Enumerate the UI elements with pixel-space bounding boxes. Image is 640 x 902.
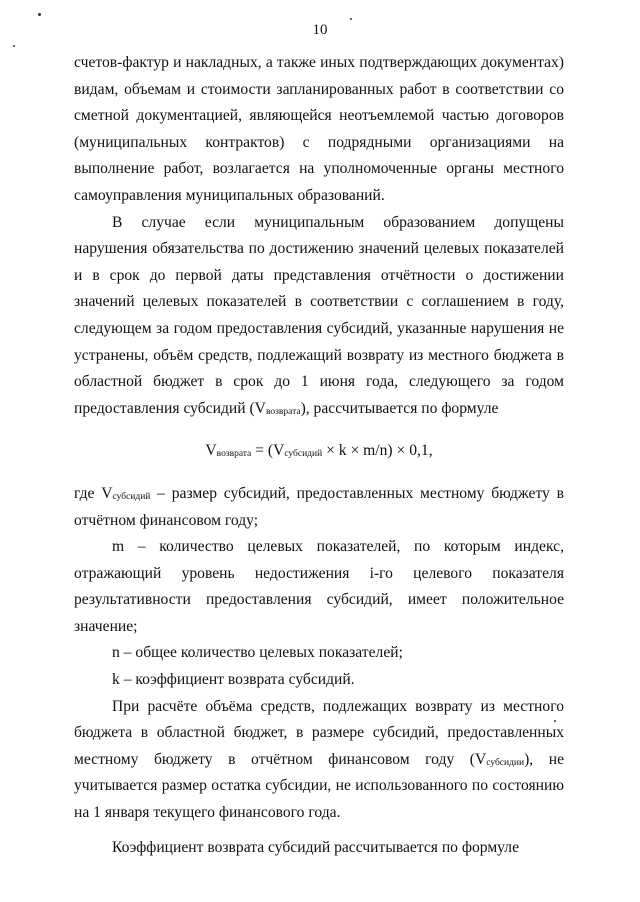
paragraph <box>74 694 564 827</box>
formula-text: = (V <box>251 442 285 460</box>
page-number: 10 <box>312 22 328 38</box>
paragraph <box>74 481 564 534</box>
paragraph-text: где V <box>74 484 113 502</box>
paragraph: k – коэффициент возврата субсидий. <box>112 671 355 689</box>
formula <box>74 438 564 465</box>
scan-speck <box>38 13 41 16</box>
subscript: субсидий <box>284 449 323 460</box>
paragraph-text: В случае если муниципальным образованием допущены нарушения обязательства по достижению значений целевых показателей и в срок до первой даты представления отчётности о достижении значений целевых показателей в соответствии с соглашением в году, следующем за годом предоставления субсидий, указанные нарушения не устранены, объём средств, подлежащий возврату из местного бюджета в областной бюджет в срок до 1 июня года, следующего за годом предоставления субсидий (V <box>74 213 564 417</box>
scan-speck <box>350 18 352 20</box>
paragraph-text: При расчёте объёма средств, подлежащих возврату из местного бюджета в областной бюджет, в размере субсидий, предоставленных местному бюджету в отчётном финансовом году (V <box>74 697 564 768</box>
paragraph-text: ), рассчитывается по формуле <box>300 399 499 417</box>
scan-speck <box>13 45 15 47</box>
subscript: субсидии <box>486 757 525 768</box>
formula-variable: V <box>205 442 217 460</box>
paragraph: n – общее количество целевых показателей; <box>112 644 403 662</box>
paragraph <box>74 210 564 423</box>
paragraph-text: – размер субсидий, предоставленных местному бюджету в отчётном финансовом году; <box>74 484 564 529</box>
subscript: субсидий <box>112 491 151 502</box>
subscript: возврата <box>216 449 252 460</box>
document-body <box>74 50 564 861</box>
paragraph: Коэффициент возврата субсидий рассчитывается по формуле <box>112 838 519 856</box>
paragraph: m – количество целевых показателей, по которым индекс, отражающий уровень недостижения i-го целевого показателя результативности предоставления субсидий, имеет положительное значение; <box>74 538 564 635</box>
subscript: возврата <box>265 406 301 417</box>
formula-text: × k × m/n) × 0,1, <box>322 442 433 460</box>
paragraph-text: ), не учитывается размер остатка субсидии, не использованного по состоянию на 1 января текущего финансового года. <box>74 750 564 822</box>
paragraph: счетов-фактур и накладных, а также иных подтверждающих документах) видам, объемам и стоимости запланированных работ в соответствии со сметной документацией, являющейся неотъемлемой частью договоров (муниципальных контрактов) с подрядными организациями на выполнение работ, возлагается на уполномоченные органы местного самоуправления муниципальных образований. <box>74 54 564 204</box>
